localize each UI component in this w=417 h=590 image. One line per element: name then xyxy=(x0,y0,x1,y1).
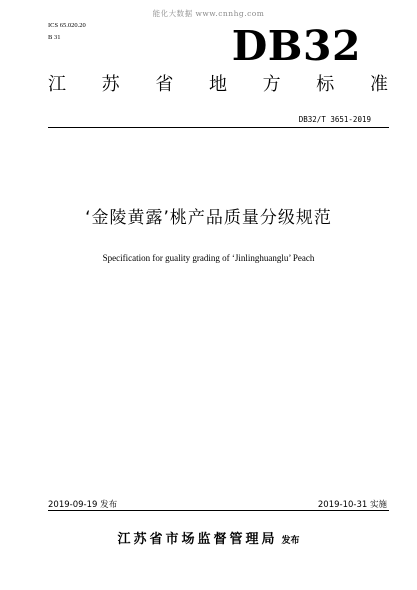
publisher-name: 江苏省市场监督管理局 xyxy=(117,532,278,547)
watermark-text: 能化大数据 www.cnnhg.com xyxy=(152,9,265,18)
standard-type-char: 准 xyxy=(369,74,388,95)
document-title-chinese: ‘金陵黄露’桃产品质量分级规范 xyxy=(85,208,332,228)
category-code: B 31 xyxy=(48,34,61,41)
standard-number: DB32/T 3651-2019 xyxy=(298,115,371,124)
standard-type-char: 江 xyxy=(48,74,66,95)
standard-type-char: 省 xyxy=(155,74,174,95)
implementation-date: 2019-10-31 实施 xyxy=(317,500,387,510)
standard-mark: DB32 xyxy=(231,22,361,70)
header-divider xyxy=(48,127,389,128)
footer-divider xyxy=(48,510,389,511)
standard-type-char: 方 xyxy=(262,74,281,95)
document-title-english: Specification for guality grading of ‘Jinlinghuanglu’ Peach xyxy=(102,253,315,263)
standard-type-heading xyxy=(48,74,388,96)
publisher-suffix: 发布 xyxy=(281,536,300,546)
publisher-line xyxy=(0,528,417,547)
standard-type-char: 标 xyxy=(316,74,335,95)
issue-date: 2019-09-19 发布 xyxy=(48,500,118,510)
standard-type-char: 苏 xyxy=(101,74,120,95)
standard-type-char: 地 xyxy=(208,74,227,95)
ics-code: ICS 65.020.20 xyxy=(48,22,86,29)
